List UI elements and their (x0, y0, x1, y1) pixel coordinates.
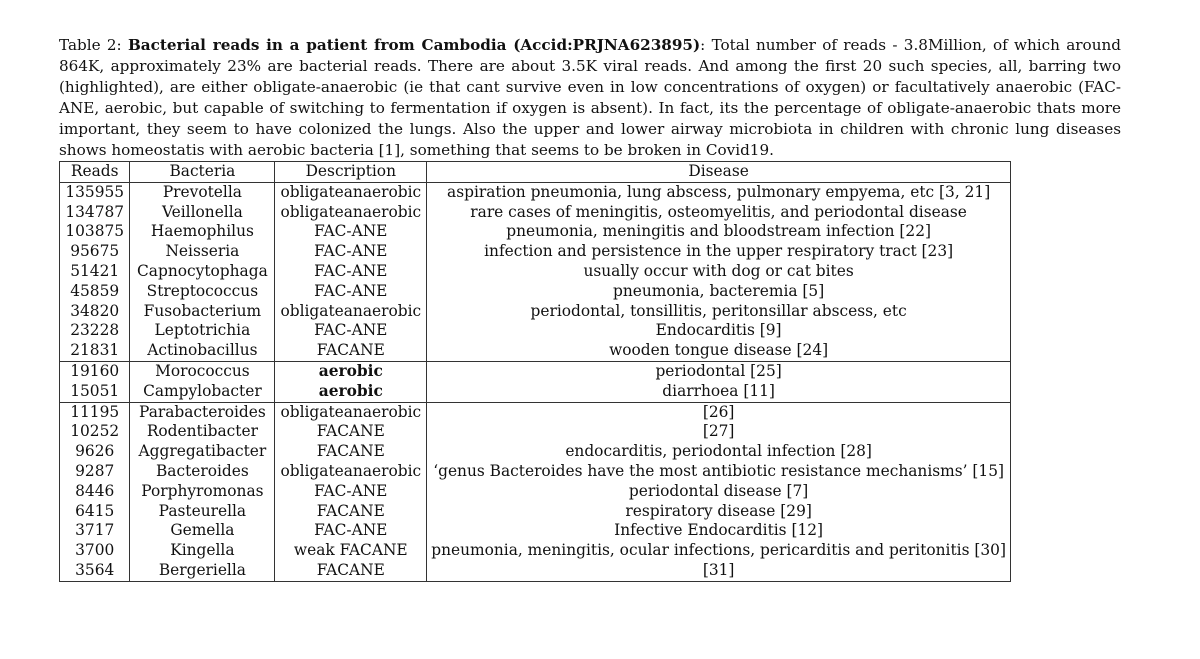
cell-reads: 15051 (60, 382, 130, 402)
cell-bacteria: Haemophilus (130, 222, 275, 242)
cell-disease: wooden tongue disease [24] (427, 341, 1011, 361)
cell-bacteria: Kingella (130, 541, 275, 561)
cell-bacteria: Leptotrichia (130, 321, 275, 341)
cell-disease: periodontal disease [7] (427, 482, 1011, 502)
caption-body: : Total number of reads - 3.8Million, of which around 864K, approximately 23% are bacterial reads. There are about 3.5K viral reads. And among the first 20 such species, all, barring two (highlighted), are either obligate-anaerobic (ie that cant survive even in low concentrations of oxygen) or facultatively anaerobic (FAC-ANE, aerobic, but capable of switching to fermentation if oxygen is absent). In fact, its the percentage of obligate-anaerobic thats more important, they seem to have colonized the lungs. Also the upper and lower airway microbiota in children with chronic lung diseases shows homeostatis with aerobic bacteria [1], something that seems to be broken in Covid19. (59, 36, 1121, 159)
cell-reads: 45859 (60, 282, 130, 302)
header-bacteria: Bacteria (130, 162, 275, 183)
cell-bacteria: Morococcus (130, 361, 275, 381)
cell-disease: periodontal [25] (427, 361, 1011, 381)
table-row (60, 482, 1011, 502)
cell-description: aerobic (275, 361, 427, 381)
cell-disease: pneumonia, bacteremia [5] (427, 282, 1011, 302)
cell-disease: [27] (427, 422, 1011, 442)
cell-disease: respiratory disease [29] (427, 502, 1011, 522)
cell-disease: usually occur with dog or cat bites (427, 262, 1011, 282)
cell-reads: 6415 (60, 502, 130, 522)
cell-bacteria: Campylobacter (130, 382, 275, 402)
cell-bacteria: Neisseria (130, 242, 275, 262)
cell-bacteria: Actinobacillus (130, 341, 275, 361)
table-header-row (60, 162, 1011, 183)
cell-reads: 10252 (60, 422, 130, 442)
cell-disease: pneumonia, meningitis, ocular infections, pericarditis and peritonitis [30] (427, 541, 1011, 561)
table-row (60, 321, 1011, 341)
cell-description: obligateanaerobic (275, 462, 427, 482)
cell-bacteria: Streptococcus (130, 282, 275, 302)
table-row (60, 541, 1011, 561)
cell-bacteria: Aggregatibacter (130, 442, 275, 462)
cell-disease: periodontal, tonsillitis, peritonsillar abscess, etc (427, 302, 1011, 322)
cell-disease: infection and persistence in the upper respiratory tract [23] (427, 242, 1011, 262)
cell-reads: 51421 (60, 262, 130, 282)
cell-disease: pneumonia, meningitis and bloodstream infection [22] (427, 222, 1011, 242)
header-disease: Disease (427, 162, 1011, 183)
cell-disease: diarrhoea [11] (427, 382, 1011, 402)
cell-reads: 9626 (60, 442, 130, 462)
cell-description: obligateanaerobic (275, 203, 427, 223)
cell-disease: ‘genus Bacteroides have the most antibiotic resistance mechanisms’ [15] (427, 462, 1011, 482)
table-row (60, 182, 1011, 202)
caption-label: Table 2: (59, 36, 122, 54)
cell-description: FAC-ANE (275, 482, 427, 502)
header-reads: Reads (60, 162, 130, 183)
cell-description: FAC-ANE (275, 262, 427, 282)
cell-description: FACANE (275, 442, 427, 462)
table-caption (59, 35, 1121, 161)
table-row (60, 282, 1011, 302)
table-row (60, 561, 1011, 581)
cell-reads: 23228 (60, 321, 130, 341)
cell-bacteria: Pasteurella (130, 502, 275, 522)
cell-bacteria: Gemella (130, 521, 275, 541)
cell-disease: [31] (427, 561, 1011, 581)
cell-reads: 3717 (60, 521, 130, 541)
cell-description: FAC-ANE (275, 242, 427, 262)
cell-description: FACANE (275, 341, 427, 361)
table-row (60, 203, 1011, 223)
cell-reads: 3564 (60, 561, 130, 581)
cell-disease: rare cases of meningitis, osteomyelitis, and periodontal disease (427, 203, 1011, 223)
cell-disease: Endocarditis [9] (427, 321, 1011, 341)
cell-reads: 11195 (60, 402, 130, 422)
header-description: Description (275, 162, 427, 183)
cell-description: FAC-ANE (275, 282, 427, 302)
cell-description: obligateanaerobic (275, 402, 427, 422)
cell-bacteria: Bacteroides (130, 462, 275, 482)
cell-disease: [26] (427, 402, 1011, 422)
cell-description: FACANE (275, 561, 427, 581)
table-row (60, 502, 1011, 522)
cell-reads: 135955 (60, 182, 130, 202)
cell-description: obligateanaerobic (275, 302, 427, 322)
table-row (60, 222, 1011, 242)
cell-description: aerobic (275, 382, 427, 402)
cell-bacteria: Rodentibacter (130, 422, 275, 442)
table-row (60, 462, 1011, 482)
cell-description: obligateanaerobic (275, 182, 427, 202)
cell-reads: 95675 (60, 242, 130, 262)
bacterial-reads-table (59, 161, 1011, 582)
table-row (60, 402, 1011, 422)
cell-bacteria: Porphyromonas (130, 482, 275, 502)
table-row (60, 382, 1011, 402)
table-row (60, 242, 1011, 262)
cell-reads: 34820 (60, 302, 130, 322)
cell-bacteria: Capnocytophaga (130, 262, 275, 282)
cell-reads: 19160 (60, 361, 130, 381)
cell-reads: 3700 (60, 541, 130, 561)
cell-description: FACANE (275, 502, 427, 522)
table-row (60, 361, 1011, 381)
table-body (60, 182, 1011, 581)
cell-description: FAC-ANE (275, 321, 427, 341)
table-row (60, 262, 1011, 282)
cell-reads: 103875 (60, 222, 130, 242)
cell-reads: 9287 (60, 462, 130, 482)
cell-bacteria: Parabacteroides (130, 402, 275, 422)
cell-disease: endocarditis, periodontal infection [28] (427, 442, 1011, 462)
cell-bacteria: Fusobacterium (130, 302, 275, 322)
table-row (60, 442, 1011, 462)
table-row (60, 521, 1011, 541)
cell-bacteria: Prevotella (130, 182, 275, 202)
cell-bacteria: Veillonella (130, 203, 275, 223)
cell-reads: 134787 (60, 203, 130, 223)
cell-description: weak FACANE (275, 541, 427, 561)
cell-disease: aspiration pneumonia, lung abscess, pulmonary empyema, etc [3, 21] (427, 182, 1011, 202)
cell-reads: 8446 (60, 482, 130, 502)
cell-description: FAC-ANE (275, 222, 427, 242)
cell-description: FAC-ANE (275, 521, 427, 541)
cell-disease: Infective Endocarditis [12] (427, 521, 1011, 541)
cell-description: FACANE (275, 422, 427, 442)
cell-bacteria: Bergeriella (130, 561, 275, 581)
table-row (60, 341, 1011, 361)
table-row (60, 422, 1011, 442)
caption-title: Bacterial reads in a patient from Cambodia (Accid:PRJNA623895) (127, 36, 701, 54)
cell-reads: 21831 (60, 341, 130, 361)
table-row (60, 302, 1011, 322)
